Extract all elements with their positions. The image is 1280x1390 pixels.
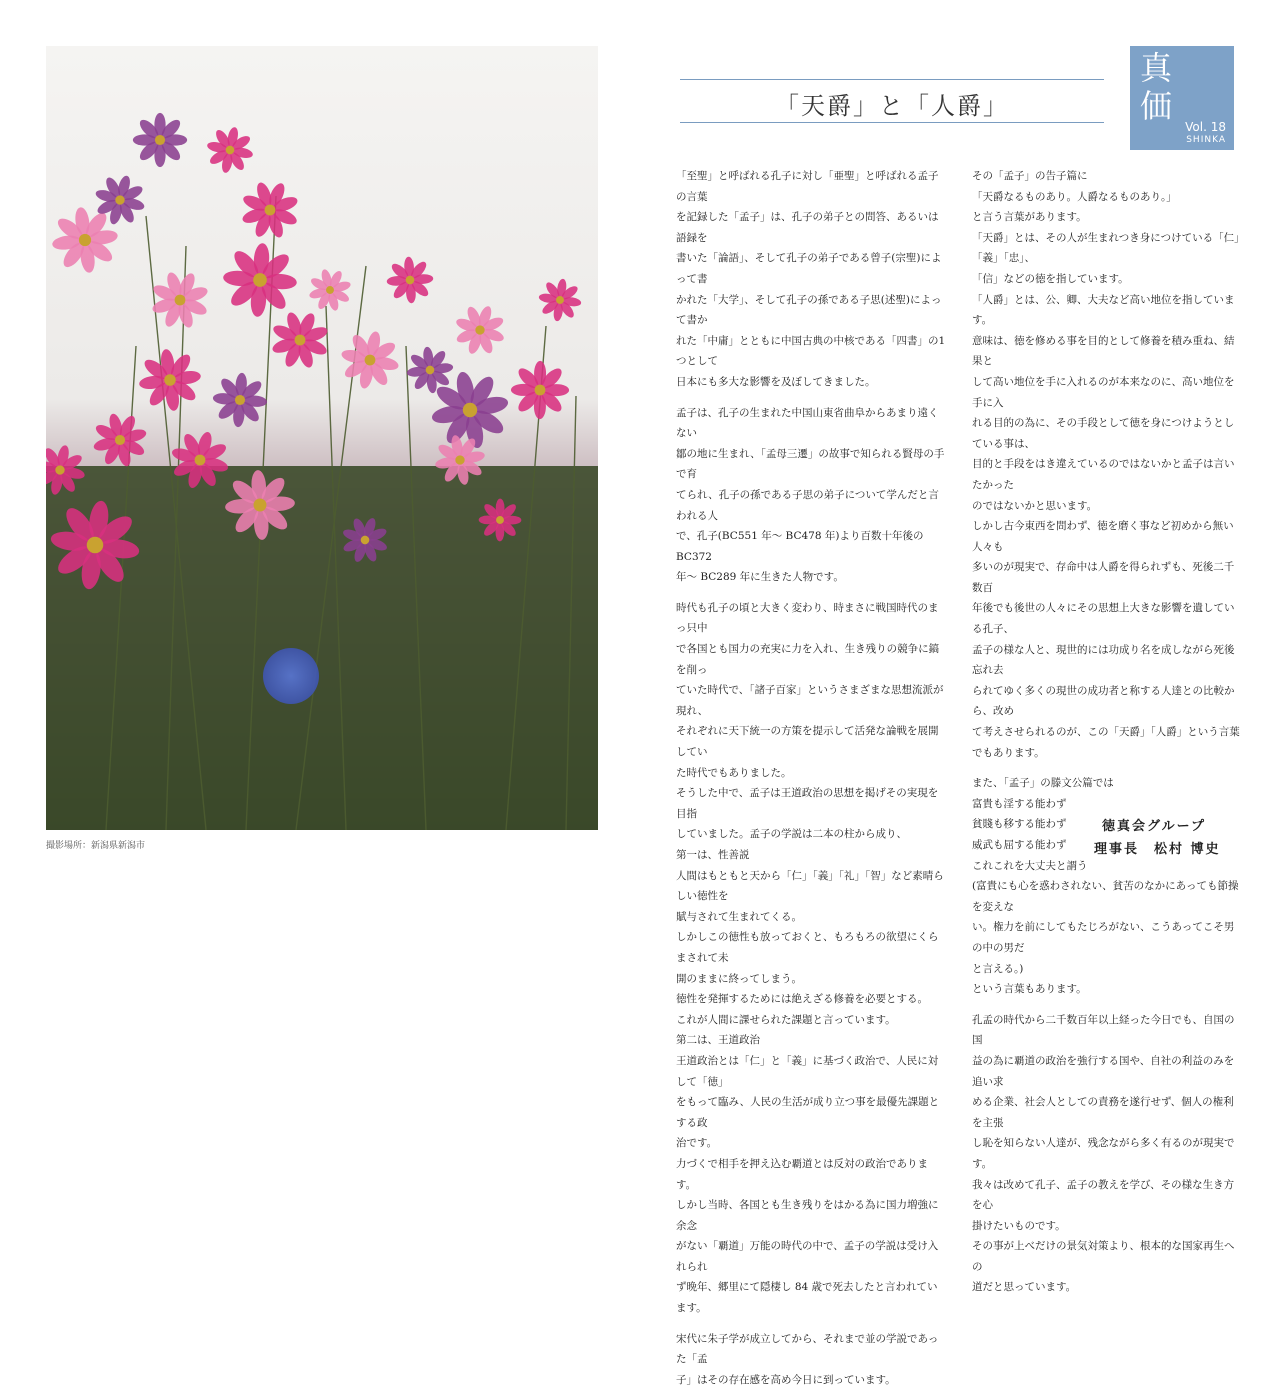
article-line: これこれを大丈夫と謂う (972, 859, 1088, 872)
article-line: 道だと思っています。 (972, 1281, 1077, 1294)
article-line: い。権力を前にしてもたじろがない、こうあってこそ男の中の男だ (972, 921, 1235, 954)
article-line: 「人爵」とは、公、卿、大夫など高い地位を指しています。 (972, 293, 1235, 327)
article-line: その「孟子」の告子篇に (972, 170, 1088, 182)
article-line: 益の為に覇道の政治を強行する国や、自社の利益のみを追い求 (972, 1054, 1235, 1088)
article-line: と言う言葉があります。 (972, 211, 1087, 224)
article-line: 富貴も淫する能わず (972, 797, 1067, 810)
article-line: ていた時代で、「諸子百家」というさまざまな思想流派が現れ、 (676, 684, 944, 717)
article-line: しかし当時、各国とも生き残りをはかる為に国力増強に余念 (676, 1199, 939, 1232)
article-line: これが人間に課せられた課題と言っています。 (676, 1013, 896, 1026)
article-line: で、孔子(BC551 年～ BC478 年)より百数十年後の BC372 (676, 530, 924, 563)
article-line: 賦与されて生まれてくる。 (676, 910, 802, 923)
article-line: と言える。) (972, 962, 1024, 975)
article-line: 年～ BC289 年に生きた人物です。 (676, 571, 844, 584)
article-line: 多いのが現実で、存命中は人爵を得られずも、死後二千数百 (972, 561, 1235, 594)
cosmos-flower-photo (46, 46, 598, 830)
article-line: しかしこの徳性も放っておくと、もろもろの欲望にくらまされて未 (676, 931, 939, 964)
article-line: 「天爵」とは、その人が生まれつき身につけている「仁」「義」「忠」、 (972, 231, 1240, 265)
article-line: 日本にも多大な影響を及ぼしてきました。 (676, 375, 876, 388)
article-line: 孟子は、孔子の生まれた中国山東省曲阜からあまり遠くない (676, 406, 939, 440)
photo-image (46, 46, 598, 830)
article-column-left (676, 166, 946, 1390)
article-title: 「天爵」と「人爵」 (775, 92, 1009, 120)
article-title-box (680, 79, 1104, 123)
article-line: 治です。 (676, 1137, 718, 1150)
article-line: 目的と手段をはき違えているのではないかと孟子は言いたかった (972, 458, 1235, 491)
article-line: 孔孟の時代から二千数百年以上経った今日でも、自国の国 (972, 1013, 1235, 1047)
article-line: 開のままに終ってしまう。 (676, 972, 802, 985)
article-line: れた「中庸」とともに中国古典の中核である「四書」の1つとして (676, 334, 946, 368)
article-line: める企業、社会人としての責務を遂行せず、個人の権利を主張 (972, 1096, 1234, 1129)
article-line: 年後でも後世の人々にその思想上大きな影響を遺している孔子、 (972, 602, 1235, 636)
article-line: その事が上べだけの景気対策より、根本的な国家再生への (972, 1240, 1235, 1273)
article-line: て考えさせられるのが、この「天爵」「人爵」という言葉でもあります。 (972, 726, 1240, 759)
article-line: (富貴にも心を惑わされない、貧苦のなかにあっても節操を変えな (972, 880, 1239, 913)
signature-org: 徳真会グループ (1102, 819, 1206, 834)
article-line: 「天爵なるものあり。人爵なるものあり。」 (972, 190, 1177, 203)
article-line: 鄒の地に生まれ、「孟母三遷」の故事で知られる賢母の手で育 (676, 447, 945, 481)
article-line: がない「覇道」万能の時代の中で、孟子の学説は受け入れられ (676, 1240, 939, 1273)
article-line: 孟子の様な人と、現世的には功成り名を成しながら死後忘れ去 (972, 643, 1235, 677)
article-line: のではないかと思います。 (972, 499, 1098, 512)
article-line: それぞれに天下統一の方策を提示して活発な論戦を展開してい (676, 725, 939, 759)
article-line: していました。孟子の学説は二本の柱から成り、 (676, 828, 907, 841)
cosmos-flower (133, 113, 187, 167)
article-line: という言葉もあります。 (972, 983, 1087, 996)
article-line: 貧賤も移する能わず (972, 818, 1067, 831)
article-line: をもって臨み、人民の生活が成り立つ事を最優先課題とする政 (676, 1096, 940, 1129)
article-line: 王道政治とは「仁」と「義」に基づく政治で、人民に対して「徳」 (676, 1054, 939, 1088)
article-line: 徳性を発揮するためには絶えざる修養を必要とする。 (676, 993, 928, 1006)
signature-person: 理事長 松村 博史 (1094, 842, 1221, 857)
article-line: そうした中で、孟子は王道政治の思想を掲げその実現を目指 (676, 787, 939, 820)
article-column-right (972, 166, 1240, 1298)
article-line: られてゆく多くの現世の成功者と称する人達との比較から、改め (972, 684, 1235, 718)
article-line: し恥を知らない人達が、残念ながら多く有るのが現実です。 (972, 1137, 1235, 1170)
photo-caption: 撮影場所：新潟県新潟市 (46, 841, 146, 851)
cosmos-flower (511, 361, 569, 419)
article-line: 掛けたいものです。 (972, 1219, 1066, 1232)
cosmos-flower (479, 499, 522, 542)
article-line: して高い地位を手に入れるのが本来なのに、高い地位を手に入 (972, 375, 1235, 409)
article-line: かれた「大学」、そして孔子の孫である子思(述聖)によって書か (676, 293, 942, 327)
article-line: 宋代に朱子学が成立してから、それまで並の学説であった「孟 (676, 1332, 939, 1366)
article-line: また、「孟子」の滕文公篇では (972, 777, 1114, 790)
badge-kanji-1: 真 (1140, 49, 1173, 87)
article-line: 第一は、性善説 (676, 849, 750, 861)
article-line: 「信」などの徳を指しています。 (972, 272, 1129, 285)
article-line: た時代でもありました。 (676, 766, 792, 779)
article-line: 時代も孔子の頃と大きく変わり、時まさに戦国時代のまっ只中 (676, 601, 939, 635)
article-line: で各国とも国力の充実に力を入れ、生き残りの競争に鎬を削っ (676, 643, 940, 676)
article-line: 人間はもともと天から「仁」「義」「礼」「智」など素晴らしい徳性を (676, 869, 944, 903)
article-line: 意味は、徳を修める事を目的として修養を積み重ね、結果と (972, 334, 1235, 368)
article-line: しかし古今東西を問わず、徳を磨く事など初めから無い人々も (972, 520, 1234, 553)
article-line: ず晩年、郷里にて隠棲し 84 歳で死去したと言われています。 (676, 1281, 938, 1315)
article-line: 「至聖」と呼ばれる孔子に対し「亜聖」と呼ばれる孟子の言葉 (676, 170, 939, 203)
article-line: てられ、孔子の孫である子思の弟子について学んだと言われる人 (676, 488, 939, 522)
article-line: 力づくで相手を押え込む覇道とは反対の政治であります。 (676, 1157, 928, 1191)
article-line: 第二は、王道政治 (676, 1034, 760, 1047)
badge-kanji-2: 価 (1140, 87, 1173, 125)
article-line: れる目的の為に、その手段として徳を身につけようとしている事は、 (972, 417, 1235, 450)
article-line: 我々は改めて孔子、孟子の教えを学び、その様な生き方を心 (972, 1178, 1235, 1212)
magazine-badge (1130, 46, 1234, 150)
badge-name: SHINKA (1186, 135, 1226, 145)
article-line: を記録した「孟子」は、孔子の弟子との問答、あるいは語録を (676, 211, 939, 244)
article-line: 子」はその存在感を高め今日に到っています。 (676, 1373, 896, 1386)
badge-volume: Vol. 18 (1185, 120, 1226, 134)
article-line: 書いた「論語」、そして孔子の弟子である曾子(宗聖)によって書 (676, 252, 942, 285)
article-line: 威武も屈する能わず (972, 839, 1067, 851)
